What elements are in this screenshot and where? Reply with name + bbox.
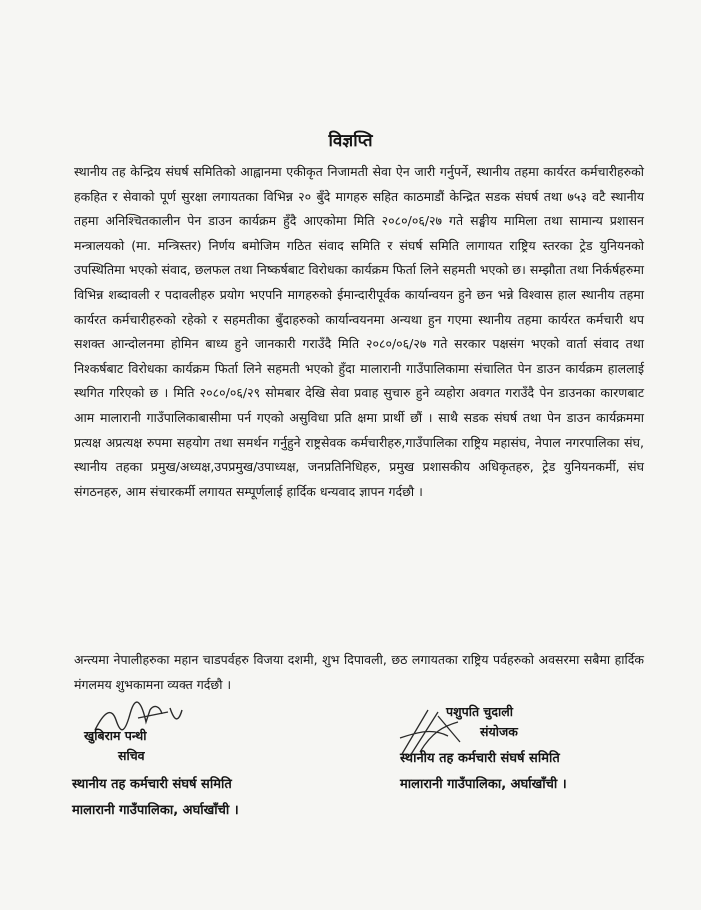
- signatory-coordinator-org: स्थानीय तह कर्मचारी संघर्ष समिति: [400, 751, 560, 766]
- signatory-secretary-org: स्थानीय तह कर्मचारी संघर्ष समिति: [72, 777, 232, 792]
- signatory-coordinator-role: संयोजक: [480, 724, 518, 739]
- signatory-secretary-name: खुबिराम पन्थी: [84, 728, 147, 743]
- notice-title: विज्ञप्ति: [328, 131, 373, 151]
- signatory-coordinator-name: पशुपति चुदाली: [446, 704, 513, 719]
- signatory-coordinator: [400, 700, 660, 798]
- signatory-coordinator-municipality: मालारानी गाउँपालिका, अर्घाखाँची ।: [400, 777, 567, 792]
- notice-closing: अन्त्यमा नेपालीहरुका महान चाडपर्वहरु विजया दशमी, शुभ दिपावली, छठ लगायतका राष्ट्रिय पर्वहरुको अवसरमा सबैमा हार्दिक मंगलमय शुभकामना व्यक्त गर्दछौ ।: [74, 652, 644, 692]
- signatory-secretary-role: सचिव: [118, 748, 145, 763]
- notice-body: स्थानीय तह केन्द्रिय संघर्ष समितिको आह्वानमा एकीकृत निजामती सेवा ऐन जारी गर्नुपर्ने, स्थानीय तहमा कार्यरत कर्मचारीहरुको हकहित र सेवाको पूर्ण सुरक्षा लगायतका विभिन्न २० बुँदे मागहरु सहित काठमाडौं केन्द्रित सडक संघर्ष तथा ७५३ वटै स्थानीय तहमा अनिश्चितकालीन पेन डाउन कार्यक्रम हुँदै आएकोमा मिति २०८०/०६/२७ गते सङ्घीय मामिला तथा सामान्य प्रशासन मन्त्रालयको (मा. मन्त्रिस्तर) निर्णय बमोजिम गठित संवाद समिति र संघर्ष समिति लागायत राष्ट्रिय स्तरका ट्रेड युनियनको उपस्थितिमा भएको संवाद, छलफल तथा निष्कर्षबाट विरोधका कार्यक्रम फिर्ता लिने सहमती भएको छ। सम्झौता तथा निर्कर्षहरुमा विभिन्न शब्दावली र पदावलीहरु प्रयोग भएपनि मागहरुको ईमान्दारीपूर्वक कार्यान्वयन हुने छन भन्ने विश्वास हाल स्थानीय तहमा कार्यरत कर्मचारीहरुको रहेको र सहमतीका बुँदाहरुको कार्यान्वयनमा अन्यथा हुन गएमा स्थानीय तहमा कार्यरत कर्मचारी थप सशक्त आन्दोलनमा होमिन बाध्य हुने जानकारी गराउँदै मिति २०८०/०६/२७ गते सरकार पक्षसंग भएको वार्ता संवाद तथा निश्कर्षबाट विरोधका कार्यक्रम फिर्ता लिने सहमती भएको हुँदा मालारानी गाउँपालिकामा संचालित पेन डाउन कार्यक्रम हाललाई स्थगित गरिएको छ । मिति २०८०/०६/२९ सोमबार देखि सेवा प्रवाह सुचारु हुने व्यहोरा अवगत गराउँदै पेन डाउनका कारणबाट आम मालारानी गाउँपालिकाबासीमा पर्न गएको असुविधा प्रति क्षमा प्रार्थी छौं । साथै सडक संघर्ष तथा पेन डाउन कार्यक्रममा प्रत्यक्ष अप्रत्यक्ष रुपमा सहयोग तथा समर्थन गर्नुहुने राष्ट्रसेवक कर्मचारीहरु,गाउँपालिका राष्ट्रिय महासंघ, नेपाल नगरपालिका संघ, स्थानीय तहका प्रमुख/अध्यक्ष,उपप्रमुख/उपाध्यक्ष, जनप्रतिनिधिहरु, प्रमुख प्रशासकीय अधिकृतहरु, ट्रेड युनियनकर्मी, संघ संगठनहरु, आम संचारकर्मी लगायत सम्पूर्णलाई हार्दिक धन्यवाद ज्ञापन गर्दछौ ।: [74, 164, 644, 499]
- signatory-secretary: [72, 696, 332, 824]
- signatory-secretary-municipality: मालारानी गाउँपालिका, अर्घाखाँची ।: [72, 803, 239, 818]
